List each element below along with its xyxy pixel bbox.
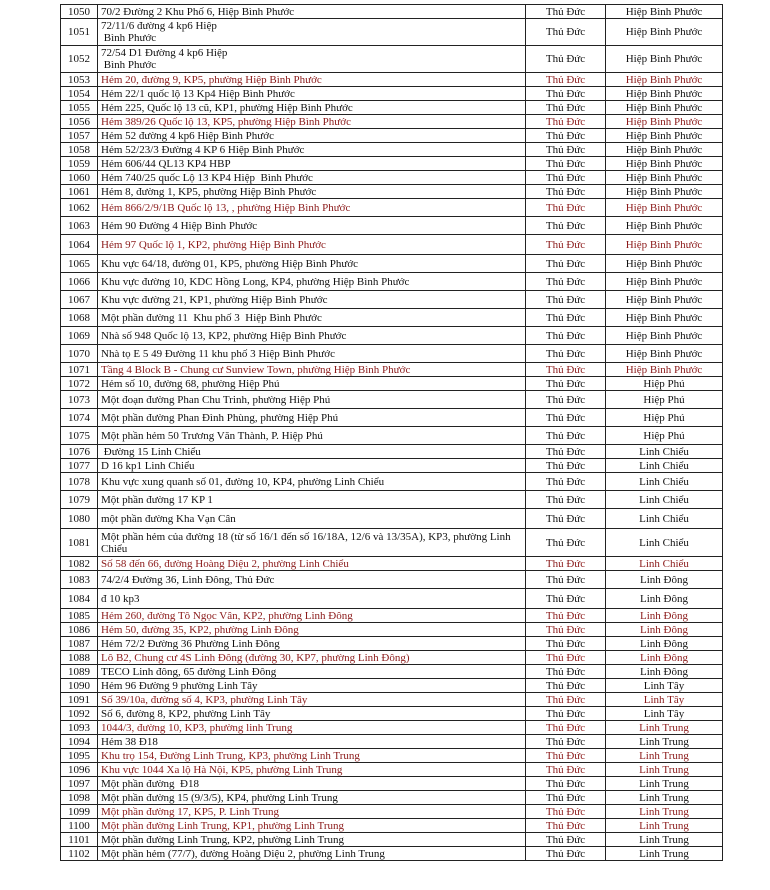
district-cell: Thủ Đức xyxy=(526,87,606,101)
table-row xyxy=(61,171,723,185)
table-row xyxy=(61,735,723,749)
ward-cell: Hiệp Bình Phước xyxy=(606,327,723,345)
address-cell: Hẻm 740/25 quốc Lộ 13 KP4 Hiệp Bình Phước xyxy=(98,171,526,185)
row-number: 1064 xyxy=(61,235,98,255)
row-number: 1074 xyxy=(61,409,98,427)
row-number: 1083 xyxy=(61,571,98,589)
ward-cell: Hiệp Phú xyxy=(606,391,723,409)
ward-cell: Linh Trung xyxy=(606,791,723,805)
row-number: 1082 xyxy=(61,557,98,571)
district-cell: Thủ Đức xyxy=(526,391,606,409)
table-row xyxy=(61,129,723,143)
row-number: 1076 xyxy=(61,445,98,459)
row-number: 1101 xyxy=(61,833,98,847)
table-row xyxy=(61,19,723,46)
ward-cell: Hiệp Bình Phước xyxy=(606,73,723,87)
table-row xyxy=(61,445,723,459)
address-cell: Một phần đường 15 (9/3/5), KP4, phường Linh Trung xyxy=(98,791,526,805)
ward-cell: Linh Đông xyxy=(606,571,723,589)
district-cell: Thủ Đức xyxy=(526,345,606,363)
row-number: 1099 xyxy=(61,805,98,819)
row-number: 1060 xyxy=(61,171,98,185)
district-cell: Thủ Đức xyxy=(526,735,606,749)
ward-cell: Hiệp Bình Phước xyxy=(606,87,723,101)
table-body xyxy=(61,5,723,861)
table-row xyxy=(61,235,723,255)
address-cell: Một phần đường Linh Trung, KP2, phường Linh Trung xyxy=(98,833,526,847)
table-row xyxy=(61,637,723,651)
district-cell: Thủ Đức xyxy=(526,171,606,185)
row-number: 1081 xyxy=(61,529,98,557)
table-row xyxy=(61,115,723,129)
address-cell: đ 10 kp3 xyxy=(98,589,526,609)
district-cell: Thủ Đức xyxy=(526,805,606,819)
ward-cell: Hiệp Bình Phước xyxy=(606,115,723,129)
table-row xyxy=(61,623,723,637)
table-row xyxy=(61,185,723,199)
ward-cell: Hiệp Phú xyxy=(606,377,723,391)
address-cell: Hẻm 8, đường 1, KP5, phường Hiệp Bình Phước xyxy=(98,185,526,199)
table-row xyxy=(61,377,723,391)
district-cell: Thủ Đức xyxy=(526,707,606,721)
address-cell: Một phần đường Linh Trung, KP1, phường Linh Trung xyxy=(98,819,526,833)
district-cell: Thủ Đức xyxy=(526,115,606,129)
district-cell: Thủ Đức xyxy=(526,665,606,679)
table-row xyxy=(61,327,723,345)
ward-cell: Hiệp Phú xyxy=(606,409,723,427)
table-row xyxy=(61,651,723,665)
ward-cell: Hiệp Bình Phước xyxy=(606,19,723,46)
ward-cell: Linh Đông xyxy=(606,589,723,609)
ward-cell: Linh Đông xyxy=(606,623,723,637)
row-number: 1055 xyxy=(61,101,98,115)
ward-cell: Hiệp Bình Phước xyxy=(606,199,723,217)
table-row xyxy=(61,777,723,791)
address-cell: Một phần đường 17 KP 1 xyxy=(98,491,526,509)
address-cell: Một phần đường 11 Khu phố 3 Hiệp Bình Phước xyxy=(98,309,526,327)
district-cell: Thủ Đức xyxy=(526,255,606,273)
address-cell: TECO Linh đông, 65 đường Linh Đông xyxy=(98,665,526,679)
ward-cell: Linh Đông xyxy=(606,609,723,623)
address-cell: Khu vực xung quanh số 01, đường 10, KP4, phường Linh Chiểu xyxy=(98,473,526,491)
address-cell: Một phần đường Đ18 xyxy=(98,777,526,791)
ward-cell: Hiệp Bình Phước xyxy=(606,171,723,185)
table-row xyxy=(61,273,723,291)
ward-cell: Hiệp Bình Phước xyxy=(606,5,723,19)
address-cell: Hẻm 52/23/3 Đường 4 KP 6 Hiệp Bình Phước xyxy=(98,143,526,157)
row-number: 1053 xyxy=(61,73,98,87)
ward-cell: Linh Chiểu xyxy=(606,491,723,509)
row-number: 1080 xyxy=(61,509,98,529)
row-number: 1100 xyxy=(61,819,98,833)
row-number: 1079 xyxy=(61,491,98,509)
table-row xyxy=(61,255,723,273)
district-cell: Thủ Đức xyxy=(526,445,606,459)
address-cell: Hẻm 96 Đường 9 phường Linh Tây xyxy=(98,679,526,693)
row-number: 1078 xyxy=(61,473,98,491)
ward-cell: Hiệp Bình Phước xyxy=(606,291,723,309)
row-number: 1094 xyxy=(61,735,98,749)
table-row xyxy=(61,557,723,571)
row-number: 1056 xyxy=(61,115,98,129)
address-cell: D 16 kp1 Linh Chiểu xyxy=(98,459,526,473)
ward-cell: Hiệp Bình Phước xyxy=(606,129,723,143)
row-number: 1052 xyxy=(61,46,98,73)
table-row xyxy=(61,665,723,679)
district-cell: Thủ Đức xyxy=(526,157,606,171)
district-cell: Thủ Đức xyxy=(526,101,606,115)
ward-cell: Hiệp Bình Phước xyxy=(606,185,723,199)
row-number: 1063 xyxy=(61,217,98,235)
address-cell: Khu vực đường 21, KP1, phường Hiệp Bình Phước xyxy=(98,291,526,309)
district-cell: Thủ Đức xyxy=(526,199,606,217)
district-cell: Thủ Đức xyxy=(526,363,606,377)
table-row xyxy=(61,509,723,529)
address-cell: Khu vực 64/18, đường 01, KP5, phường Hiệp Bình Phước xyxy=(98,255,526,273)
district-cell: Thủ Đức xyxy=(526,217,606,235)
address-cell: Hẻm 72/2 Đường 36 Phường Linh Đông xyxy=(98,637,526,651)
district-cell: Thủ Đức xyxy=(526,459,606,473)
table-row xyxy=(61,693,723,707)
table-row xyxy=(61,5,723,19)
row-number: 1102 xyxy=(61,847,98,861)
row-number: 1097 xyxy=(61,777,98,791)
row-number: 1096 xyxy=(61,763,98,777)
table-row xyxy=(61,101,723,115)
row-number: 1089 xyxy=(61,665,98,679)
address-table xyxy=(60,4,723,861)
address-cell: Số 58 đến 66, đường Hoàng Diệu 2, phường Linh Chiểu xyxy=(98,557,526,571)
address-cell: Khu trọ 154, Đường Linh Trung, KP3, phường Linh Trung xyxy=(98,749,526,763)
table-row xyxy=(61,459,723,473)
ward-cell: Hiệp Bình Phước xyxy=(606,255,723,273)
address-cell: Hẻm 260, đường Tô Ngọc Vân, KP2, phường Linh Đông xyxy=(98,609,526,623)
district-cell: Thủ Đức xyxy=(526,427,606,445)
ward-cell: Hiệp Phú xyxy=(606,427,723,445)
ward-cell: Hiệp Bình Phước xyxy=(606,217,723,235)
ward-cell: Hiệp Bình Phước xyxy=(606,345,723,363)
address-cell: một phần đường Kha Vạn Cân xyxy=(98,509,526,529)
ward-cell: Linh Tây xyxy=(606,707,723,721)
row-number: 1051 xyxy=(61,19,98,46)
ward-cell: Linh Trung xyxy=(606,833,723,847)
row-number: 1062 xyxy=(61,199,98,217)
row-number: 1069 xyxy=(61,327,98,345)
district-cell: Thủ Đức xyxy=(526,847,606,861)
district-cell: Thủ Đức xyxy=(526,291,606,309)
ward-cell: Linh Trung xyxy=(606,749,723,763)
ward-cell: Hiệp Bình Phước xyxy=(606,46,723,73)
ward-cell: Linh Trung xyxy=(606,805,723,819)
district-cell: Thủ Đức xyxy=(526,609,606,623)
row-number: 1061 xyxy=(61,185,98,199)
address-cell: Hẻm 20, đường 9, KP5, phường Hiệp Bình Phước xyxy=(98,73,526,87)
district-cell: Thủ Đức xyxy=(526,693,606,707)
ward-cell: Hiệp Bình Phước xyxy=(606,309,723,327)
address-cell: Một phần hẻm (77/7), đường Hoàng Diệu 2, phường Linh Trung xyxy=(98,847,526,861)
address-cell: Tầng 4 Block B - Chung cư Sunview Town, phường Hiệp Bình Phước xyxy=(98,363,526,377)
row-number: 1057 xyxy=(61,129,98,143)
table-row xyxy=(61,473,723,491)
district-cell: Thủ Đức xyxy=(526,19,606,46)
table-row xyxy=(61,409,723,427)
table-row xyxy=(61,721,723,735)
district-cell: Thủ Đức xyxy=(526,473,606,491)
table-row xyxy=(61,791,723,805)
district-cell: Thủ Đức xyxy=(526,129,606,143)
table-row xyxy=(61,609,723,623)
table-row xyxy=(61,157,723,171)
row-number: 1084 xyxy=(61,589,98,609)
ward-cell: Linh Chiểu xyxy=(606,529,723,557)
address-cell: Hẻm 866/2/9/1B Quốc lộ 13, , phường Hiệp Bình Phước xyxy=(98,199,526,217)
ward-cell: Hiệp Bình Phước xyxy=(606,143,723,157)
ward-cell: Linh Chiểu xyxy=(606,509,723,529)
address-cell: Hẻm 225, Quốc lộ 13 cũ, KP1, phường Hiệp Bình Phước xyxy=(98,101,526,115)
district-cell: Thủ Đức xyxy=(526,777,606,791)
row-number: 1087 xyxy=(61,637,98,651)
ward-cell: Linh Chiểu xyxy=(606,445,723,459)
address-cell: Một phần đường 17, KP5, P. Linh Trung xyxy=(98,805,526,819)
district-cell: Thủ Đức xyxy=(526,327,606,345)
ward-cell: Linh Chiểu xyxy=(606,557,723,571)
district-cell: Thủ Đức xyxy=(526,509,606,529)
address-cell: Hẻm 50, đường 35, KP2, phường Linh Đông xyxy=(98,623,526,637)
table-row xyxy=(61,427,723,445)
address-cell: Hẻm 606/44 QL13 KP4 HBP xyxy=(98,157,526,171)
table-row xyxy=(61,309,723,327)
address-cell: 72/11/6 đường 4 kp6 Hiệp Bình Phước xyxy=(98,19,526,46)
address-cell: Hẻm 52 đường 4 kp6 Hiệp Bình Phước xyxy=(98,129,526,143)
ward-cell: Linh Trung xyxy=(606,819,723,833)
ward-cell: Linh Đông xyxy=(606,637,723,651)
district-cell: Thủ Đức xyxy=(526,571,606,589)
table-row xyxy=(61,73,723,87)
row-number: 1095 xyxy=(61,749,98,763)
address-cell: Hẻm 38 Đ18 xyxy=(98,735,526,749)
row-number: 1065 xyxy=(61,255,98,273)
table-row xyxy=(61,391,723,409)
table-row xyxy=(61,589,723,609)
ward-cell: Linh Trung xyxy=(606,735,723,749)
ward-cell: Linh Chiểu xyxy=(606,459,723,473)
table-row xyxy=(61,707,723,721)
row-number: 1093 xyxy=(61,721,98,735)
ward-cell: Linh Tây xyxy=(606,679,723,693)
table-row xyxy=(61,87,723,101)
address-cell: Một phần hẻm 50 Trương Văn Thành, P. Hiệp Phú xyxy=(98,427,526,445)
ward-cell: Linh Đông xyxy=(606,651,723,665)
row-number: 1068 xyxy=(61,309,98,327)
district-cell: Thủ Đức xyxy=(526,833,606,847)
address-cell: Hẻm số 10, đường 68, phường Hiệp Phú xyxy=(98,377,526,391)
ward-cell: Hiệp Bình Phước xyxy=(606,273,723,291)
row-number: 1077 xyxy=(61,459,98,473)
address-cell: Lô B2, Chung cư 4S Linh Đông (đường 30, KP7, phường Linh Đông) xyxy=(98,651,526,665)
row-number: 1070 xyxy=(61,345,98,363)
ward-cell: Linh Trung xyxy=(606,847,723,861)
ward-cell: Linh Trung xyxy=(606,777,723,791)
table-row xyxy=(61,491,723,509)
district-cell: Thủ Đức xyxy=(526,73,606,87)
row-number: 1066 xyxy=(61,273,98,291)
table-row xyxy=(61,571,723,589)
row-number: 1090 xyxy=(61,679,98,693)
row-number: 1088 xyxy=(61,651,98,665)
row-number: 1067 xyxy=(61,291,98,309)
address-cell: Nhà số 948 Quốc lộ 13, KP2, phường Hiệp Bình Phước xyxy=(98,327,526,345)
row-number: 1071 xyxy=(61,363,98,377)
table-row xyxy=(61,805,723,819)
district-cell: Thủ Đức xyxy=(526,651,606,665)
district-cell: Thủ Đức xyxy=(526,235,606,255)
row-number: 1050 xyxy=(61,5,98,19)
address-cell: Hẻm 389/26 Quốc lộ 13, KP5, phường Hiệp Bình Phước xyxy=(98,115,526,129)
row-number: 1072 xyxy=(61,377,98,391)
ward-cell: Hiệp Bình Phước xyxy=(606,235,723,255)
address-cell: Số 6, đường 8, KP2, phường Linh Tây xyxy=(98,707,526,721)
table-row xyxy=(61,199,723,217)
district-cell: Thủ Đức xyxy=(526,557,606,571)
row-number: 1091 xyxy=(61,693,98,707)
table-row xyxy=(61,345,723,363)
address-cell: Nhà tọ E 5 49 Đường 11 khu phố 3 Hiệp Bình Phước xyxy=(98,345,526,363)
ward-cell: Hiệp Bình Phước xyxy=(606,363,723,377)
table-row xyxy=(61,749,723,763)
district-cell: Thủ Đức xyxy=(526,623,606,637)
address-cell: 70/2 Đường 2 Khu Phố 6, Hiệp Bình Phước xyxy=(98,5,526,19)
district-cell: Thủ Đức xyxy=(526,491,606,509)
district-cell: Thủ Đức xyxy=(526,273,606,291)
district-cell: Thủ Đức xyxy=(526,791,606,805)
ward-cell: Linh Trung xyxy=(606,721,723,735)
district-cell: Thủ Đức xyxy=(526,637,606,651)
district-cell: Thủ Đức xyxy=(526,721,606,735)
district-cell: Thủ Đức xyxy=(526,529,606,557)
table-row xyxy=(61,529,723,557)
table-row xyxy=(61,833,723,847)
row-number: 1058 xyxy=(61,143,98,157)
address-cell: Hẻm 22/1 quốc lộ 13 Kp4 Hiệp Bình Phước xyxy=(98,87,526,101)
district-cell: Thủ Đức xyxy=(526,589,606,609)
address-cell: Hẻm 90 Đường 4 Hiệp Bình Phước xyxy=(98,217,526,235)
district-cell: Thủ Đức xyxy=(526,763,606,777)
ward-cell: Hiệp Bình Phước xyxy=(606,101,723,115)
ward-cell: Linh Đông xyxy=(606,665,723,679)
district-cell: Thủ Đức xyxy=(526,5,606,19)
table-row xyxy=(61,143,723,157)
table-row xyxy=(61,679,723,693)
table-row xyxy=(61,763,723,777)
ward-cell: Linh Trung xyxy=(606,763,723,777)
row-number: 1085 xyxy=(61,609,98,623)
district-cell: Thủ Đức xyxy=(526,819,606,833)
district-cell: Thủ Đức xyxy=(526,749,606,763)
address-cell: Một phần đường Phan Đình Phùng, phường Hiệp Phú xyxy=(98,409,526,427)
row-number: 1059 xyxy=(61,157,98,171)
address-cell: Một phần hẻm của đường 18 (từ số 16/1 đến số 16/18A, 12/6 và 13/35A), KP3, phường Linh Chiểu xyxy=(98,529,526,557)
district-cell: Thủ Đức xyxy=(526,185,606,199)
ward-cell: Hiệp Bình Phước xyxy=(606,157,723,171)
ward-cell: Linh Tây xyxy=(606,693,723,707)
ward-cell: Linh Chiểu xyxy=(606,473,723,491)
row-number: 1086 xyxy=(61,623,98,637)
district-cell: Thủ Đức xyxy=(526,679,606,693)
address-cell: Một đoạn đường Phan Chu Trinh, phường Hiệp Phú xyxy=(98,391,526,409)
address-cell: Đường 15 Linh Chiểu xyxy=(98,445,526,459)
table-row xyxy=(61,819,723,833)
district-cell: Thủ Đức xyxy=(526,309,606,327)
district-cell: Thủ Đức xyxy=(526,143,606,157)
address-cell: Số 39/10a, đường số 4, KP3, phường Linh Tây xyxy=(98,693,526,707)
address-cell: Hẻm 97 Quốc lộ 1, KP2, phường Hiệp Bình Phước xyxy=(98,235,526,255)
address-cell: 74/2/4 Đường 36, Linh Đông, Thủ Đức xyxy=(98,571,526,589)
row-number: 1075 xyxy=(61,427,98,445)
district-cell: Thủ Đức xyxy=(526,46,606,73)
table-row xyxy=(61,46,723,73)
address-cell: 72/54 D1 Đường 4 kp6 Hiệp Bình Phước xyxy=(98,46,526,73)
address-cell: Khu vực đường 10, KDC Hồng Long, KP4, phường Hiệp Bình Phước xyxy=(98,273,526,291)
row-number: 1054 xyxy=(61,87,98,101)
district-cell: Thủ Đức xyxy=(526,409,606,427)
district-cell: Thủ Đức xyxy=(526,377,606,391)
table-row xyxy=(61,291,723,309)
row-number: 1073 xyxy=(61,391,98,409)
table-row xyxy=(61,217,723,235)
row-number: 1092 xyxy=(61,707,98,721)
row-number: 1098 xyxy=(61,791,98,805)
address-cell: Khu vực 1044 Xa lộ Hà Nội, KP5, phường Linh Trung xyxy=(98,763,526,777)
table-row xyxy=(61,847,723,861)
table-row xyxy=(61,363,723,377)
address-cell: 1044/3, đường 10, KP3, phường linh Trung xyxy=(98,721,526,735)
